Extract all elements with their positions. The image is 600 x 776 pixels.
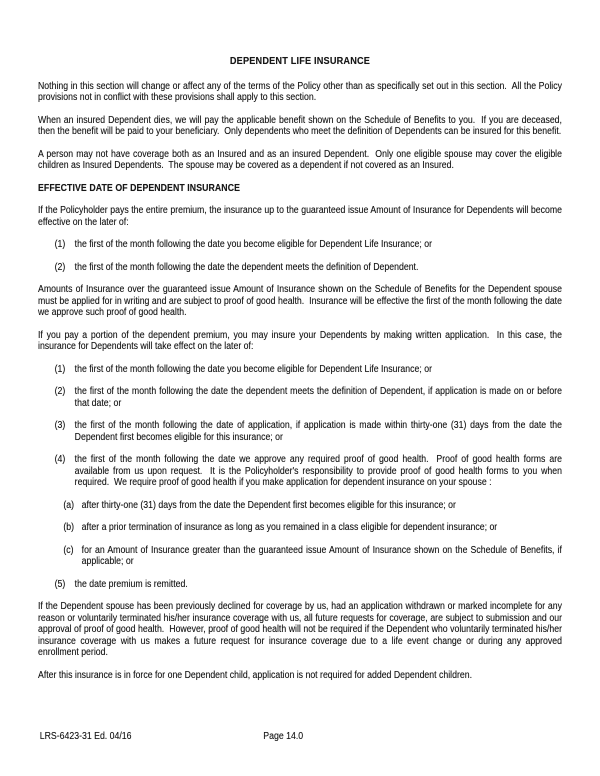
paragraph-benefit-payment: When an insured Dependent dies, we will pay the applicable benefit shown on the Schedule of Benefits to you. If you are deceased, then the benefit will be paid to your beneficiary. Only dependents who meet the definition of Dependents can be insured for this benefit.	[38, 114, 565, 137]
list-item-text: the first of the month following the date the dependent meets the definition of Dependent.	[74, 261, 419, 273]
list-item-3b	[38, 420, 565, 443]
sub-list-item-b	[38, 522, 562, 534]
list-item-number: (1)	[54, 239, 66, 250]
form-number: LRS-6423-31 Ed. 04/16	[39, 731, 132, 742]
paragraph-added-children: After this insurance is in force for one Dependent child, application is not required for added Dependent children.	[38, 669, 473, 681]
list-item-text: the first of the month following the date you become eligible for Dependent Life Insurance; or	[74, 239, 432, 250]
document-body	[38, 55, 565, 692]
paragraph-over-guaranteed-issue: Amounts of Insurance over the guaranteed issue Amount of Insurance shown on the Schedule of Benefits for the Dependent spouse must be applied for in writing and are subject to proof of good health. Insurance will be effective the first of the month following the date we approve such proof of good health.	[38, 284, 565, 318]
paragraph-scope: Nothing in this section will change or affect any of the terms of the Policy other than as specifically set out in this section. All the Policy provisions not in conflict with these provisions shall apply to this section.	[38, 80, 565, 103]
paragraph-entire-premium: If the Policyholder pays the entire premium, the insurance up to the guaranteed issue Amount of Insurance for Dependents will become effective on the later of:	[38, 205, 565, 228]
section-heading-effective-date: EFFECTIVE DATE OF DEPENDENT INSURANCE	[38, 182, 241, 194]
list-item-2	[38, 262, 562, 274]
sub-list-item-c	[38, 544, 565, 568]
list-item-2b	[38, 386, 565, 409]
list-item-1b	[38, 364, 562, 376]
list-item-text: the first of the month following the date you become eligible for Dependent Life Insurance; or	[74, 363, 432, 375]
page-number: Page 14.0	[263, 731, 304, 742]
sub-list-item-text: after thirty-one (31) days from the date the Dependent first becomes eligible for this insurance; or	[81, 499, 456, 511]
list-item-number: (2)	[54, 261, 66, 273]
list-item-text: the first of the month following the date the dependent meets the definition of Dependent, if application is made on or before that date; or	[74, 386, 565, 409]
page-footer	[38, 731, 562, 745]
paragraph-dual-coverage: A person may not have coverage both as an Insured and as an insured Dependent. Only one eligible spouse may cover the eligible children as Insured Dependents. The spouse may be covered as a dependent if not covered as an Insured.	[38, 148, 565, 171]
list-item-number: (2)	[54, 386, 66, 397]
list-item-number: (1)	[54, 363, 66, 375]
sub-list-item-text: after a prior termination of insurance as long as you remained in a class eligible for dependent insurance; or	[81, 522, 498, 533]
paragraph-previously-declined: If the Dependent spouse has been previously declined for coverage by us, had an application withdrawn or marked incomplete for any reason or voluntarily terminated his/her insurance coverage with us, all future requests for coverage, are subject to submission and our approval of proof of good health. However, proof of good health will not be required if the Dependent who voluntarily terminated his/her insurance coverage with us makes a future request for insurance coverage due to a life event change or during any approved enrollment period.	[38, 601, 565, 658]
list-item-1	[38, 239, 562, 251]
document-title: DEPENDENT LIFE INSURANCE	[229, 55, 371, 67]
list-item-number: (5)	[54, 578, 66, 590]
sub-list-item-text: for an Amount of Insurance greater than the guaranteed issue Amount of Insurance shown on the Schedule of Benefits, if applicable; or	[81, 544, 565, 567]
list-item-5b	[38, 579, 562, 591]
sub-list-item-letter: (a)	[63, 499, 75, 511]
sub-list-item-letter: (c)	[63, 544, 74, 556]
sub-list-item-letter: (b)	[63, 522, 75, 533]
list-item-text: the first of the month following the date we approve any required proof of good health. Proof of good health forms are available from us upon request. It is the Policyholder's responsibility to provide proof of good health forms to you when required. We require proof of good health if you make application for dependent insurance on your spouse :	[74, 454, 565, 488]
paragraph-portion-premium: If you pay a portion of the dependent premium, you may insure your Dependents by making written application. In this case, the insurance for Dependents will take effect on the later of:	[38, 329, 565, 352]
list-item-text: the first of the month following the date of application, if application is made within thirty-one (31) days from the date the Dependent first becomes eligible for this insurance; or	[74, 420, 565, 443]
list-item-text: the date premium is remitted.	[74, 578, 188, 590]
list-item-number: (4)	[54, 454, 66, 465]
sub-list-item-a	[38, 500, 562, 512]
list-item-4b	[38, 454, 565, 489]
list-item-number: (3)	[54, 420, 66, 431]
